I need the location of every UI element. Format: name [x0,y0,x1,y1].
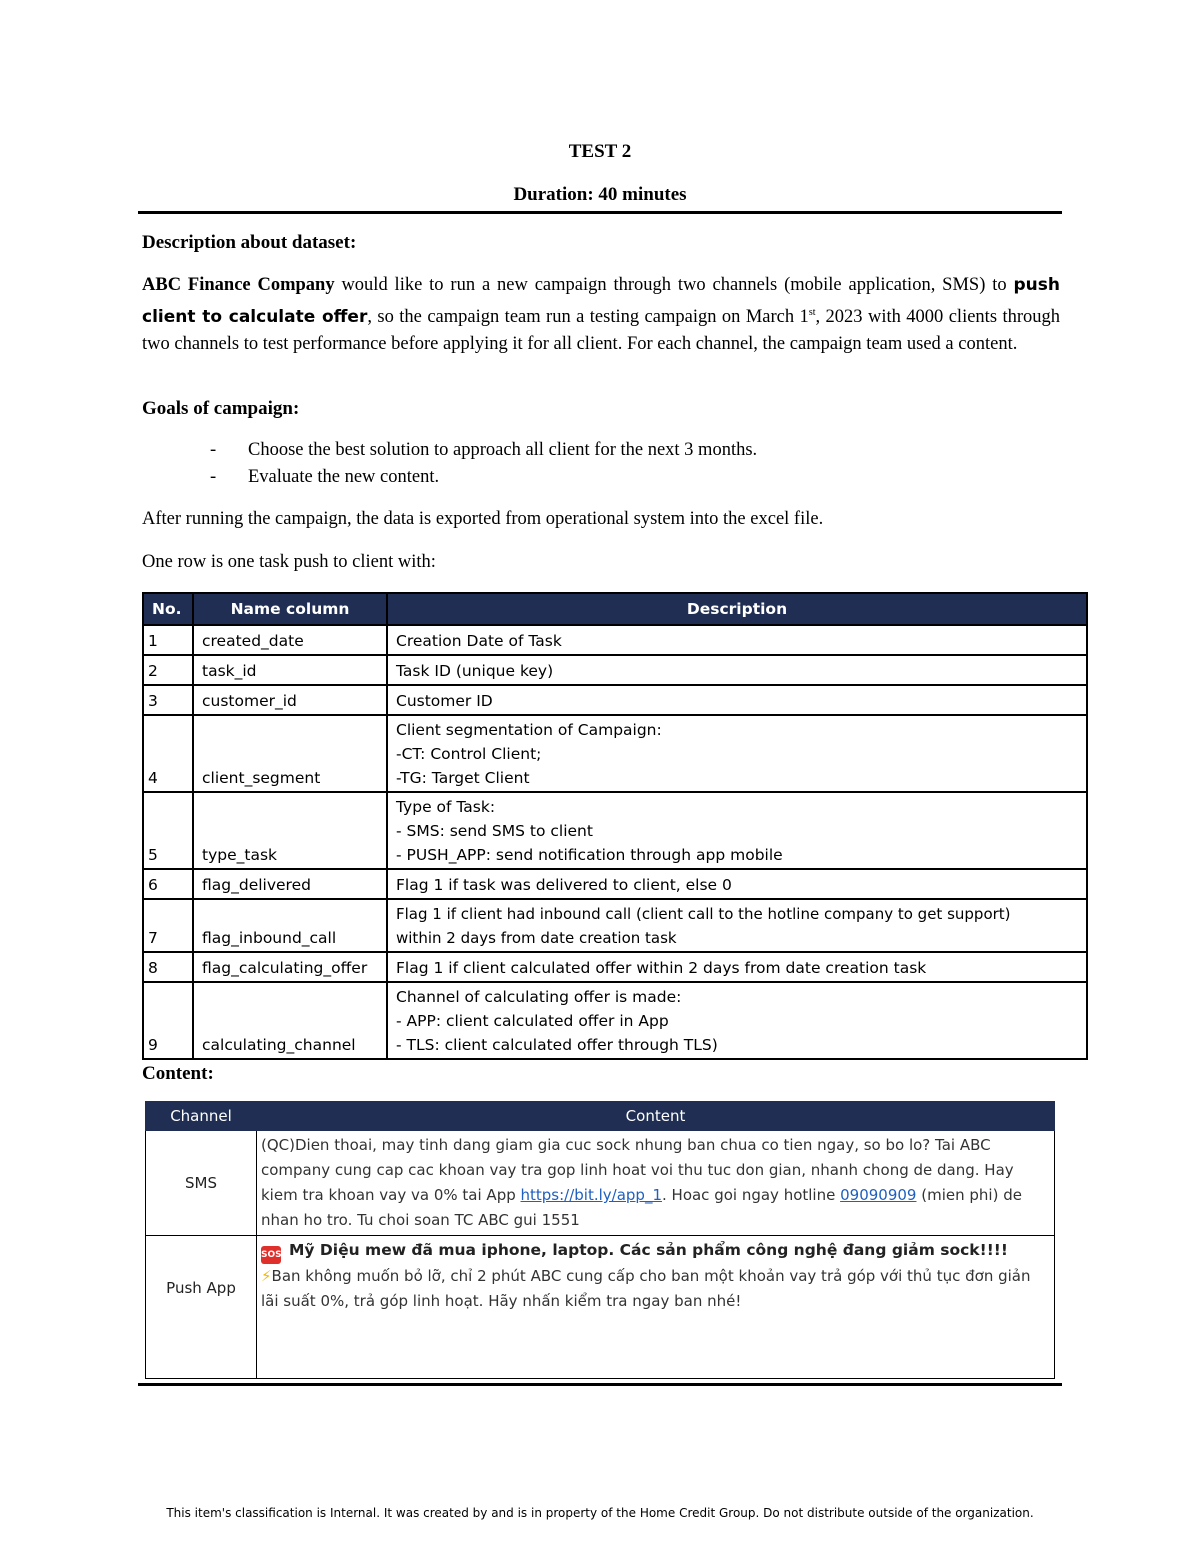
duration-label: Duration: 40 minutes [513,184,687,205]
app-link[interactable]: https://bit.ly/app_1 [520,1186,662,1204]
table-row: 4 client_segment Client segmentation of Campaign: -CT: Control Client; -TG: Target Client [143,715,1087,792]
top-divider [138,211,1062,214]
header-channel: Channel [146,1102,257,1131]
content-row-sms: SMS (QC)Dien thoai, may tinh dang giam gia cuc sock nhung ban chua co tien ngay, so bo lo? Tai ABC company cung cap cac khoan vay tra gop linh hoat voi thu tuc don gian, nhanh chong de dang. Hay kiem tra khoan vay va 0% tai App https://bit.ly/app_1. Hoac goi ngay hotline 09090909 (mien phi) de nhan ho tro. Tu choi soan TC ABC gui 1551 [146,1131,1055,1236]
header-description: Description [387,593,1087,625]
table-row: 1 created_date Creation Date of Task [143,625,1087,655]
description-heading: Description about dataset: [142,232,357,253]
company-name: ABC Finance Company [142,275,335,295]
bold-goal: push client to calculate offer [142,275,1060,328]
content-table [145,1101,1055,1379]
table-row: 6 flag_delivered Flag 1 if task was delivered to client, else 0 [143,869,1087,899]
header-name: Name column [193,593,387,625]
table-row: 3 customer_id Customer ID [143,685,1087,715]
page-title: TEST 2 [568,141,632,162]
hotline-link[interactable]: 09090909 [840,1186,917,1204]
table-row: 9 calculating_channel Channel of calculating offer is made: - APP: client calculated offer in App - TLS: client calculated offer through TLS) [143,982,1087,1059]
header-no: No. [143,593,193,625]
content-heading: Content: [142,1063,214,1084]
content-header-row [146,1102,1055,1131]
table-row: 7 flag_inbound_call Flag 1 if client had inbound call (client call to the hotline company to get support) within 2 days from date creation task [143,899,1087,952]
header-content: Content [257,1102,1055,1131]
table-row: 8 flag_calculating_offer Flag 1 if client calculated offer within 2 days from date creation task [143,952,1087,982]
bottom-divider [138,1383,1062,1386]
table-row: 5 type_task Type of Task: - SMS: send SMS to client - PUSH_APP: send notification through app mobile [143,792,1087,869]
goals-heading: Goals of campaign: [142,398,300,419]
table-row: 2 task_id Task ID (unique key) [143,655,1087,685]
footer-note: This item's classification is Internal. It was created by and is in property of the Home Credit Group. Do not distribute outside of the organization. [166,1506,1034,1520]
description-paragraph: ABC Finance Company would like to run a new campaign through two channels (mobile application, SMS) to push client to calculate offer, so the campaign team run a testing campaign on March 1st, 2023 with 4000 clients through two channels to test performance before applying it for all client. For each channel, the campaign team used a content. [142,275,1061,355]
content-row-push: Push App SOS Mỹ Diệu mew đã mua iphone, laptop. Các sản phẩm công nghệ đang giảm sock!!!! ⚡Ban không muốn bỏ lỡ, chỉ 2 phút ABC cung cấp cho ban một khoản vay trả góp với thủ tục đơn giản lãi suất 0%, trả góp linh hoạt. Hãy nhấn kiểm tra ngay ban nhé! [146,1236,1055,1379]
after-text: After running the campaign, the data is exported from operational system into the excel file. [142,509,824,529]
sos-icon: SOS [261,1246,281,1264]
table-header-row [143,593,1087,625]
dataset-table [142,592,1088,1060]
row-text: One row is one task push to client with: [142,552,436,572]
lightning-icon: ⚡ [261,1267,272,1285]
